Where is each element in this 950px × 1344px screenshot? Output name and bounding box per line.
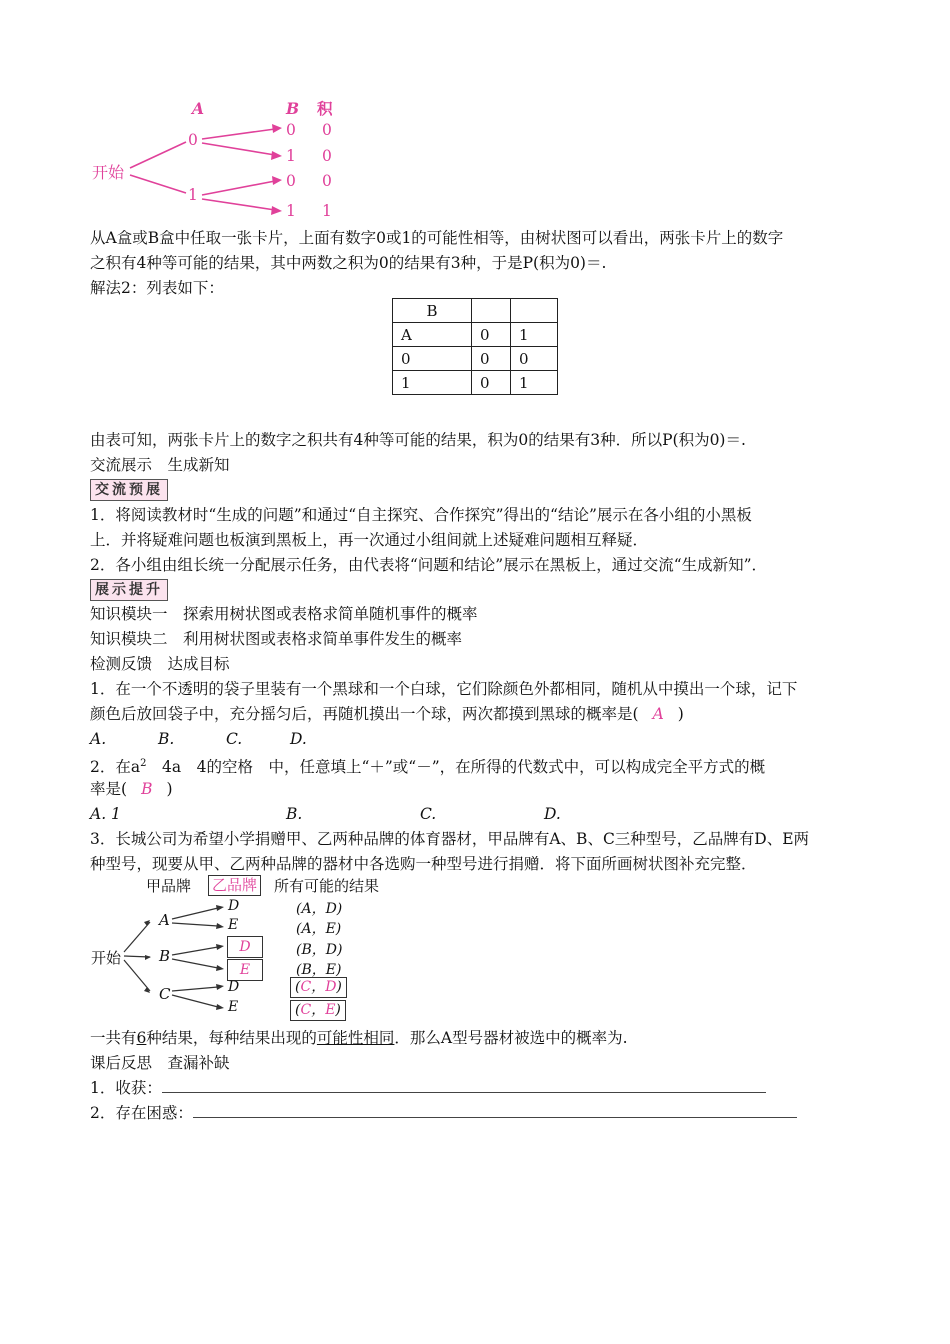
table-cell: 0: [472, 323, 511, 347]
question-1-close-paren: ): [677, 705, 684, 723]
badge-show-improve: 展示提升: [90, 579, 168, 601]
table-cell: B: [393, 299, 472, 323]
question-1-text: 颜色后放回袋子中，充分摇匀后，再随机摸出一个球，两次都摸到黑球的概率是(: [90, 705, 639, 723]
tree-1-start: 开始: [92, 163, 125, 182]
separator: ，: [311, 979, 326, 995]
tree-2-second-d-filled: D: [227, 936, 263, 958]
option-a: A.: [90, 730, 107, 748]
tree-1-a-value: 1: [188, 186, 198, 204]
question-2-text-rest: 4a 4的空格 中，任意填上“＋”或“－”，在所得的代数式中，可以构成完全平方式的概: [146, 758, 766, 777]
table-cell: 0: [472, 371, 511, 395]
option-c: C.: [420, 805, 437, 823]
table-cell: 1: [393, 371, 472, 395]
option-b: B.: [158, 730, 175, 748]
tree-2-result: (B，D): [296, 942, 343, 958]
paragraph-1-line-1: 从A盒或B盒中任取一张卡片，上面有数字0或1的可能性相等，由树状图可以看出，两张卡片上的数字: [90, 229, 784, 247]
reflect-gains: [90, 1078, 766, 1098]
tree-2-result-filled: [290, 1000, 346, 1021]
paren: ): [335, 1002, 341, 1018]
tree-2-col-results: 所有可能的结果: [274, 877, 380, 895]
item-2: 2．各小组由组长统一分配展示任务，由代表将“问题和结论”展示在黑板上，通过交流“生成新知”．: [90, 556, 768, 574]
tree-1-header-b: B: [286, 99, 300, 118]
paren: ): [336, 979, 342, 995]
reflect-confusion-label: 2．存在困惑：: [90, 1104, 193, 1122]
tree-1-header-a: A: [192, 99, 205, 118]
tree-2-first-b: B: [159, 947, 171, 965]
tree-2-result: (A，D): [296, 901, 343, 917]
table-cell: 1: [511, 371, 558, 395]
question-3-line-1: 3．长城公司为希望小学捐赠甲、乙两种品牌的体育器材，甲品牌有A、B、C三种型号，乙品牌有D、E两: [90, 830, 810, 848]
tree-2-result-filled: [290, 977, 347, 998]
conclusion-text-end: ．那么A型号器材被选中的概率为.: [394, 1029, 628, 1047]
table-cell: 1: [511, 323, 558, 347]
conclusion-underlined: 可能性相同: [316, 1029, 395, 1047]
method-2-heading: 解法2：列表如下：: [90, 279, 224, 297]
item-1-line-2: 上．并将疑难问题也板演到黑板上，再一次通过小组间就上述疑难问题相互释疑．: [90, 531, 649, 549]
table-cell: 0: [472, 347, 511, 371]
reflect-gains-label: 1．收获：: [90, 1079, 162, 1097]
question-2-exponent: 2: [140, 758, 147, 769]
tree-2-col-brand-b: 乙品牌: [208, 875, 261, 896]
table-cell: 0: [393, 347, 472, 371]
question-1-line-1: 1．在一个不透明的袋子里装有一个黑球和一个白球，它们除颜色外都相同，随机从中摸出一个球，记下: [90, 680, 798, 698]
result-a: C: [300, 1002, 312, 1018]
question-2-answer: B: [141, 780, 153, 798]
reflect-gains-blank[interactable]: [162, 1078, 766, 1093]
tree-1-b-value: 0: [286, 172, 296, 190]
tree-2-second-e-filled: E: [227, 959, 263, 981]
item-1-line-1: 1．将阅读教材时“生成的问题”和通过“自主探究、合作探究”得出的“结论”展示在各小组的小黑板: [90, 506, 752, 524]
conclusion-text-mid: 种结果，每种结果出现的: [146, 1029, 317, 1047]
tree-1-header-product: 积: [317, 99, 333, 118]
tree-2-second-d: D: [228, 898, 240, 914]
question-2-close-paren: ): [166, 780, 173, 798]
table-cell: 0: [511, 347, 558, 371]
question-3-line-2: 种型号，现要从甲、乙两种品牌的器材中各选购一种型号进行捐赠．将下面所画树状图补充完整．: [90, 855, 757, 873]
question-2-text-start: 2．在a: [90, 758, 141, 777]
tree-1-product-value: 0: [322, 121, 332, 139]
reflect-confusion-blank[interactable]: [193, 1103, 797, 1118]
paragraph-1-line-2: 之积有4种等可能的结果，其中两数之积为0的结果有3种，于是P(积为0)＝.: [90, 254, 607, 272]
tree-2-second-d: D: [228, 979, 240, 995]
separator: ，: [311, 1002, 326, 1018]
tree-2-second-e: E: [228, 917, 239, 933]
option-c: C.: [226, 730, 243, 748]
paragraph-2: 由表可知，两张卡片上的数字之积共有4种等可能的结果，积为0的结果有3种．所以P(积为0)＝.: [90, 431, 746, 449]
paren: (: [295, 1002, 301, 1018]
section-exchange-heading: 交流展示 生成新知: [90, 456, 230, 474]
tree-1-product-value: 1: [322, 202, 332, 220]
tree-1-a-value: 0: [188, 131, 198, 149]
option-b: B.: [286, 805, 303, 823]
reflect-confusion: [90, 1103, 797, 1123]
option-d: D.: [290, 730, 307, 748]
tree-1-product-value: 0: [322, 172, 332, 190]
badge-exchange-preview: 交流预展: [90, 479, 168, 501]
table-cell: A: [393, 323, 472, 347]
tree-1-b-value: 0: [286, 121, 296, 139]
result-b: E: [325, 1002, 336, 1018]
conclusion-text-start: 一共有: [90, 1029, 137, 1047]
result-b: D: [325, 979, 337, 995]
tree-2-result: (B，E): [296, 962, 342, 978]
conclusion-count: 6: [136, 1029, 147, 1047]
question-1-answer: A: [652, 705, 664, 723]
tree-2-first-c: C: [159, 985, 171, 1003]
tree-1-b-value: 1: [286, 147, 296, 165]
tree-1-b-value: 1: [286, 202, 296, 220]
tree-2-second-e: E: [228, 999, 239, 1015]
knowledge-module-2: 知识模块二 利用树状图或表格求简单事件发生的概率: [90, 630, 463, 648]
question-2-text: 率是(: [90, 780, 128, 798]
option-a: A. 1: [90, 805, 121, 823]
result-a: C: [300, 979, 312, 995]
option-d: D.: [544, 805, 561, 823]
tree-2-start: 开始: [91, 949, 122, 967]
tree-2-first-a: A: [159, 911, 170, 929]
tree-2-result: (A，E): [296, 921, 342, 937]
tree-2-col-brand-a: 甲品牌: [146, 877, 192, 895]
conclusion: [90, 1028, 628, 1048]
section-check-heading: 检测反馈 达成目标: [90, 655, 230, 673]
paren: (: [295, 979, 301, 995]
knowledge-module-1: 知识模块一 探索用树状图或表格求简单随机事件的概率: [90, 605, 478, 623]
tree-1-product-value: 0: [322, 147, 332, 165]
section-reflect-heading: 课后反思 查漏补缺: [90, 1054, 230, 1072]
